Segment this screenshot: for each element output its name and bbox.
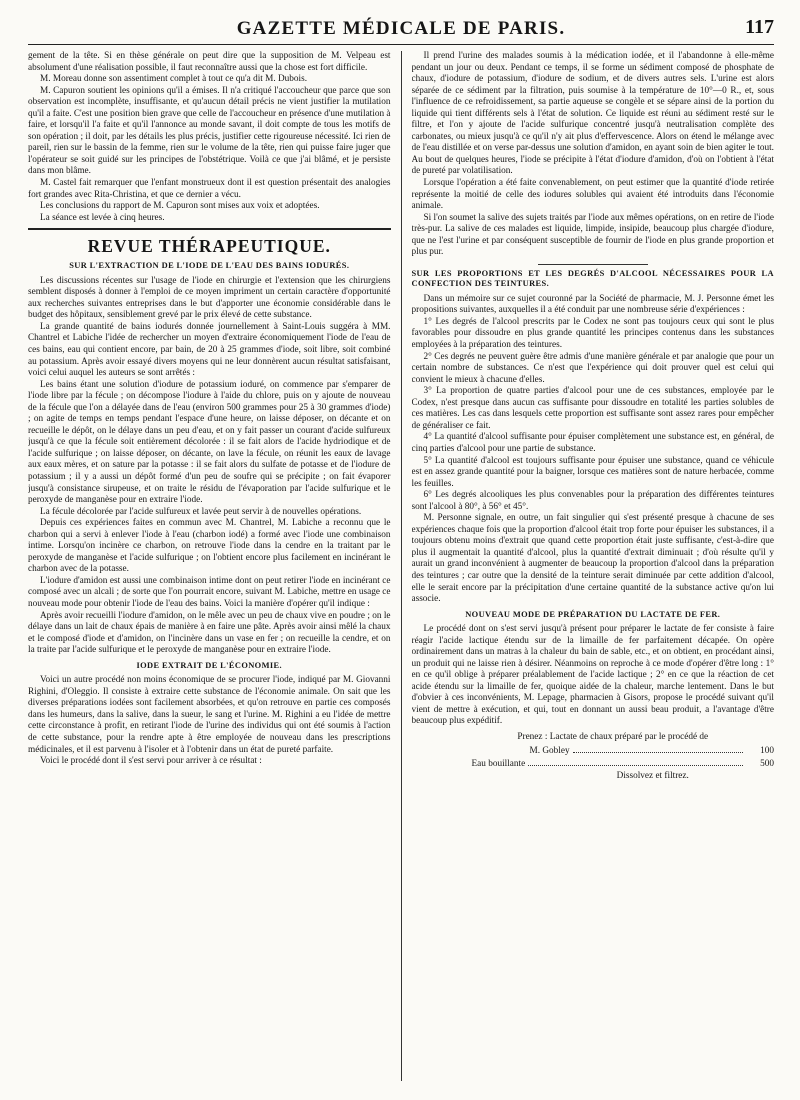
paragraph: L'iodure d'amidon est aussi une combinaison intime dont on peut retirer l'iode en incinérant ce composé avec un alcali ; de sorte que l'on pourrait encore, suivant M. Labiche, mettre en usage ce nouveau mode pour obtenir l'iode de l'eau des bains. Voici la manière d'opérer qu'il indique : xyxy=(28,575,391,610)
article-title-economie: IODE EXTRAIT DE L'ÉCONOMIE. xyxy=(136,660,283,670)
page-number: 117 xyxy=(745,16,774,38)
article-title-lactate: NOUVEAU MODE DE PRÉPARATION DU LACTATE DE FER. xyxy=(465,609,721,619)
masthead xyxy=(28,14,774,45)
paragraph: Voici un autre procédé non moins économique de se procurer l'iode, indiqué par M. Giovanni Righini, d'Oleggio. Il consiste à extraire cette substance de l'économie animale. On sait que les diverses préparations iodées sont facilement absorbées, et qu'on retrouve en partie ces composés dans les humeurs, dans la salive, dans la sueur, le sang et l'urine. M. Righini a eu l'idée de mettre cette circonstance à profit, en retirant l'iode de l'urine des individus qui ont été soumis à l'action de cette substance, pour la rendre apte à être employée de nouveau dans les prescriptions médicinales, et il est parvenu à l'isoler et à l'obtenir dans un état de pureté parfaite. xyxy=(28,675,391,755)
article-title-iode: SUR L'EXTRACTION DE L'IODE DE L'EAU DES BAINS IODURÉS. xyxy=(69,261,350,271)
recipe-item-value: 500 xyxy=(760,759,774,770)
paragraph: M. Personne signale, en outre, un fait singulier qui s'est présenté presque à chacune de ses expériences chaque fois que la proportion d'alcool était trop forte pour épuiser les substances, il a toujours obtenu moins d'extrait que quand cette proportion était juste suffisante, c'est-à-dire que plus il augmentait la quantité d'alcool, plus la quantité d'extrait diminuait ; d'où résulte qu'il y aurait un grand inconvénient à augmenter de beaucoup la proportion d'alcool dans la préparation des teintures ; car outre que la densité de la teinture serait diminuée par cette addition d'alcool, elle le serait encore par la précipitation d'une certaine quantité de la substance active qu'on lui associe. xyxy=(411,513,774,605)
paragraph: gement de la tête. Si en thèse générale on peut dire que la supposition de M. Velpeau est absolument d'une réalisation possible, il faut reconnaître aussi que la chose est fort difficile. xyxy=(28,51,391,73)
recipe-item-label: Eau bouillante xyxy=(471,759,526,770)
right-column xyxy=(412,51,775,1081)
divider xyxy=(28,228,391,230)
dot-leader xyxy=(573,744,743,753)
paragraph: 2° Ces degrés ne peuvent guère être admis d'une manière générale et par analogie que pour un certain nombre de substances. Ce n'est que l'expérience qui doit prouver quel est celui qui convient le mieux à chacune d'elles. xyxy=(411,351,774,385)
paragraph: Les conclusions du rapport de M. Capuron sont mises aux voix et adoptées. xyxy=(40,201,320,212)
paragraph: Les bains étant une solution d'iodure de potassium ioduré, on commence par s'emparer de l'iode libre par la fécule ; on décompose l'iodure à l'aide du chlore, puis on y ajoute de nouveau de la fécule que l'on a délayée dans de l'eau (environ 500 grammes pour 25 à 30 grammes d'iode) ; on agite de temps en temps pendant l'espace d'une heure, on laisse déposer, on décante et on recueille le dépôt, on le délaye dans un peu d'eau, et on y fait passer un courant d'acide sulfureux jusqu'à ce que la fécule soit entièrement décolorée : il se fait alors de l'acide hydriodique et de l'acide sulfurique ; on laisse déposer, on décante, on lave la fécule, on réunit les eaux de lavage aux eaux mères, et on sature par la potasse : il se fait alors du sulfate de potasse et de l'iodure de potassium ; il y a aussi un dépôt formé d'un peu de soufre qui se précipite ; on fait évaporer jusqu'à consistance sirupeuse, et on traite le résidu de l'évaporation par l'acide sulfurique et le peroxyde de manganèse pour en extraire l'iode. xyxy=(28,379,391,506)
paragraph: Il prend l'urine des malades soumis à la médication iodée, et il l'abandonne à elle-même pendant un jour ou deux. Pendant ce temps, il se forme un sédiment composé de phosphate de chaux, d'iodure de potassium, d'iodure de sodium, et de divers autres sels. L'urine est alors séparée de ce sédiment par la filtration, puis soumise à la température de 10°—0 R., et, sous l'influence de ce refroidissement, sa partie aqueuse se congèle et se sépare ainsi de la portion du liquide qui tient différents sels à l'état de solution. Ce liquide est réuni au sédiment resté sur le filtre, et l'on y ajoute de l'acide sulfurique concentré jusqu'à neutralisation complète des carbonates, ou mieux jusqu'à ce qu'il n'y ait plus d'effervescence. Alors on étend le mélange avec de l'eau distillée et on verse par-dessus une solution d'amidon, en ayant soin de bien agiter le tout. Au bout de quelques heures, l'iode se précipite à l'état d'iodure d'amidon, d'où on l'obtient à l'état de pureté par volatilisation. xyxy=(411,51,774,177)
paragraph: Depuis ces expériences faites en commun avec M. Chantrel, M. Labiche a reconnu que le charbon qui a servi à enlever l'iode à l'eau (charbon iodé) a formé avec l'iode une combinaison intime. Lorsqu'on incinère ce charbon, on retrouve l'iode dans la cendre en la traitant par le peroxyde de manganèse et l'acide sulfurique ; on l'obtient encore plus facilement en incinérant le charbon avec de la potasse. xyxy=(28,518,391,575)
recipe-item-value: 100 xyxy=(760,745,774,756)
paragraph: Dans un mémoire sur ce sujet couronné par la Société de pharmacie, M. J. Personne émet les propositions suivantes, auxquelles il a été conduit par une nombreuse série d'expériences : xyxy=(411,293,774,316)
paragraph: M. Moreau donne son assentiment complet à tout ce qu'a dit M. Dubois. xyxy=(40,74,308,85)
paragraph: 3° La proportion de quatre parties d'alcool pour une de ces substances, employée par le Codex, n'est presque dans aucun cas suffisante pour dissoudre en totalité les parties solubles de ces matières. Les cas dans lesquels cette proportion est suffisante sont assez rares pour empêcher de généraliser ce fait. xyxy=(411,386,774,431)
column-divider xyxy=(401,51,402,1081)
paragraph: Le procédé dont on s'est servi jusqu'à présent pour préparer le lactate de fer consiste à faire réagir l'acide lactique étendu sur de la limaille de fer parfaitement décapée. On opère ordinairement dans un matras à la chaleur du bain de sable, etc., et on obtient, en procédant ainsi, un produit qui ne laisse rien à désirer. Néanmoins on reproche à ce mode d'opérer d'être long : 1° en ce qu'il oblige à préparer préalablement de l'acide lactique ; 2° en ce que la réaction de cet acide étendu sur la limaille de fer, quoique aidée de la chaleur, marche lentement. Dans le but d'obvier à ces inconvénients, M. Lepage, pharmacien à Gisors, propose le procédé suivant qu'il vient de mettre à exécution, et qui, tout en donnant un aussi beau produit, a l'avantage d'être beaucoup plus expéditif. xyxy=(411,624,774,727)
paragraph: 5° La quantité d'alcool est toujours suffisante pour épuiser une substance, quand ce véhicule est en assez grande quantité pour la baigner, lorsque ces matières sont de nature herbacée, comme les feuilles. xyxy=(411,455,774,489)
paragraph: Voici le procédé dont il s'est servi pour arriver à ce résultat : xyxy=(40,756,262,767)
recipe-intro: Prenez : Lactate de chaux préparé par le procédé de xyxy=(517,732,709,743)
section-heading-revue: REVUE THÉRAPEUTIQUE. xyxy=(87,236,331,257)
dot-leader xyxy=(528,757,743,766)
paragraph: 6° Les degrés alcooliques les plus convenables pour la préparation des différentes teintures sont l'alcool à 80°, à 56° et 45°. xyxy=(411,490,774,512)
recipe-row xyxy=(412,757,775,771)
recipe-block xyxy=(412,732,775,782)
paragraph: La fécule décolorée par l'acide sulfureux et lavée peut servir à de nouvelles opérations. xyxy=(40,506,362,517)
paragraph: La séance est levée à cinq heures. xyxy=(40,212,165,223)
paragraph: 1° Les degrés de l'alcool prescrits par le Codex ne sont pas toujours ceux qui sont le plus favorables pour dissoudre en plus grande quantité les principes contenus dans les substances employées à la préparation des teintures. xyxy=(411,316,774,351)
paragraph: Après avoir recueilli l'iodure d'amidon, on le mêle avec un peu de chaux vive en poudre ; on le délaye dans un lait de chaux épais de manière à en faire une pâte. Après avoir ainsi mêlé la chaux et le composé d'iode et d'amidon, on l'incinère dans un vase en fer ; on recueille la cendre, et on la traite par l'acide sulfurique et le peroxyde de manganèse pour en extraire l'iode. xyxy=(28,610,391,656)
paragraph: La grande quantité de bains iodurés donnée journellement à Saint-Louis suggéra à MM. Chantrel et Labiche l'idée de rechercher un moyen d'extraire économiquement l'iode de l'eau de ces bains, eau qui contient encore, par bain, de 20 à 25 grammes d'iode, soit libre, soit combiné au potassium. Après avoir essayé divers moyens qui ne leur donnèrent aucun résultat satisfaisant, voici celui auquel les auteurs se sont arrêtés : xyxy=(28,321,391,379)
recipe-footer: Dissolvez et filtrez. xyxy=(616,770,689,781)
journal-title: GAZETTE MÉDICALE DE PARIS. xyxy=(236,18,566,39)
recipe-row xyxy=(412,744,775,758)
paragraph: M. Capuron soutient les opinions qu'il a émises. Il n'a critiqué l'accoucheur que parce que son observation est incomplète, insuffisante, et qu'aucun détail précis ne vient justifier la mutilation qu'il a faite. C'est une position bien grave que celle de l'accoucheur en présence d'une mutilation à faire, et lorsqu'il l'a faite et qu'il l'annonce au monde savant, il doit compte de tous les motifs de son opération ; il doit, par les détails les plus précis, justifier cette rigoureuse nécessité. Ici rien de pareil, rien sur le bassin de la femme, rien sur le volume de la tête, rien qui puisse faire juger que l'opérateur se soit guidé sur les principes de l'obstétrique. Voilà ce que j'ai blâmé, et je persiste dans mon blâme. xyxy=(28,85,391,177)
paragraph: Si l'on soumet la salive des sujets traités par l'iode aux mêmes opérations, on en retire de l'iode très-pur. La salive de ces malades est liquide, limpide, insipide, beaucoup plus chargée d'iodure, que ne l'est l'urine et par conséquent susceptible de fournir de l'iode en plus grande proportion et plus pur. xyxy=(411,212,774,258)
paragraph: Lorsque l'opération a été faite convenablement, on peut estimer que la quantité d'iode retirée représente la moitié de celle des iodures solubles qui avaient été introduits dans l'économie animale. xyxy=(411,178,774,212)
paragraph: Les discussions récentes sur l'usage de l'iode en chirurgie et l'extension que les chirurgiens semblent disposés à donner à l'emploi de ce moyen impriment un certain caractère d'opportunité aux recherches suivantes entreprises dans le but d'apporter une économie considérable dans le budget des hôpitaux, sensiblement grevé par le prix élevé de cette substance. xyxy=(28,275,391,321)
divider xyxy=(538,264,648,265)
paragraph: M. Castel fait remarquer que l'enfant monstrueux dont il est question présentait des analogies fort grandes avec Rita-Christina, et que ce dernier a vécu. xyxy=(28,178,391,200)
recipe-item-label: M. Gobley xyxy=(529,745,570,756)
paragraph: 4° La quantité d'alcool suffisante pour épuiser complètement une substance est, en général, de cinq parties d'alcool pour une partie de substance. xyxy=(411,432,774,454)
article-title-alcool: SUR LES PROPORTIONS ET LES DEGRÉS D'ALCOOL NÉCESSAIRES POUR LA CONFECTION DES TEINTURES. xyxy=(411,268,774,289)
left-column xyxy=(28,51,391,1081)
columns xyxy=(28,51,774,1081)
